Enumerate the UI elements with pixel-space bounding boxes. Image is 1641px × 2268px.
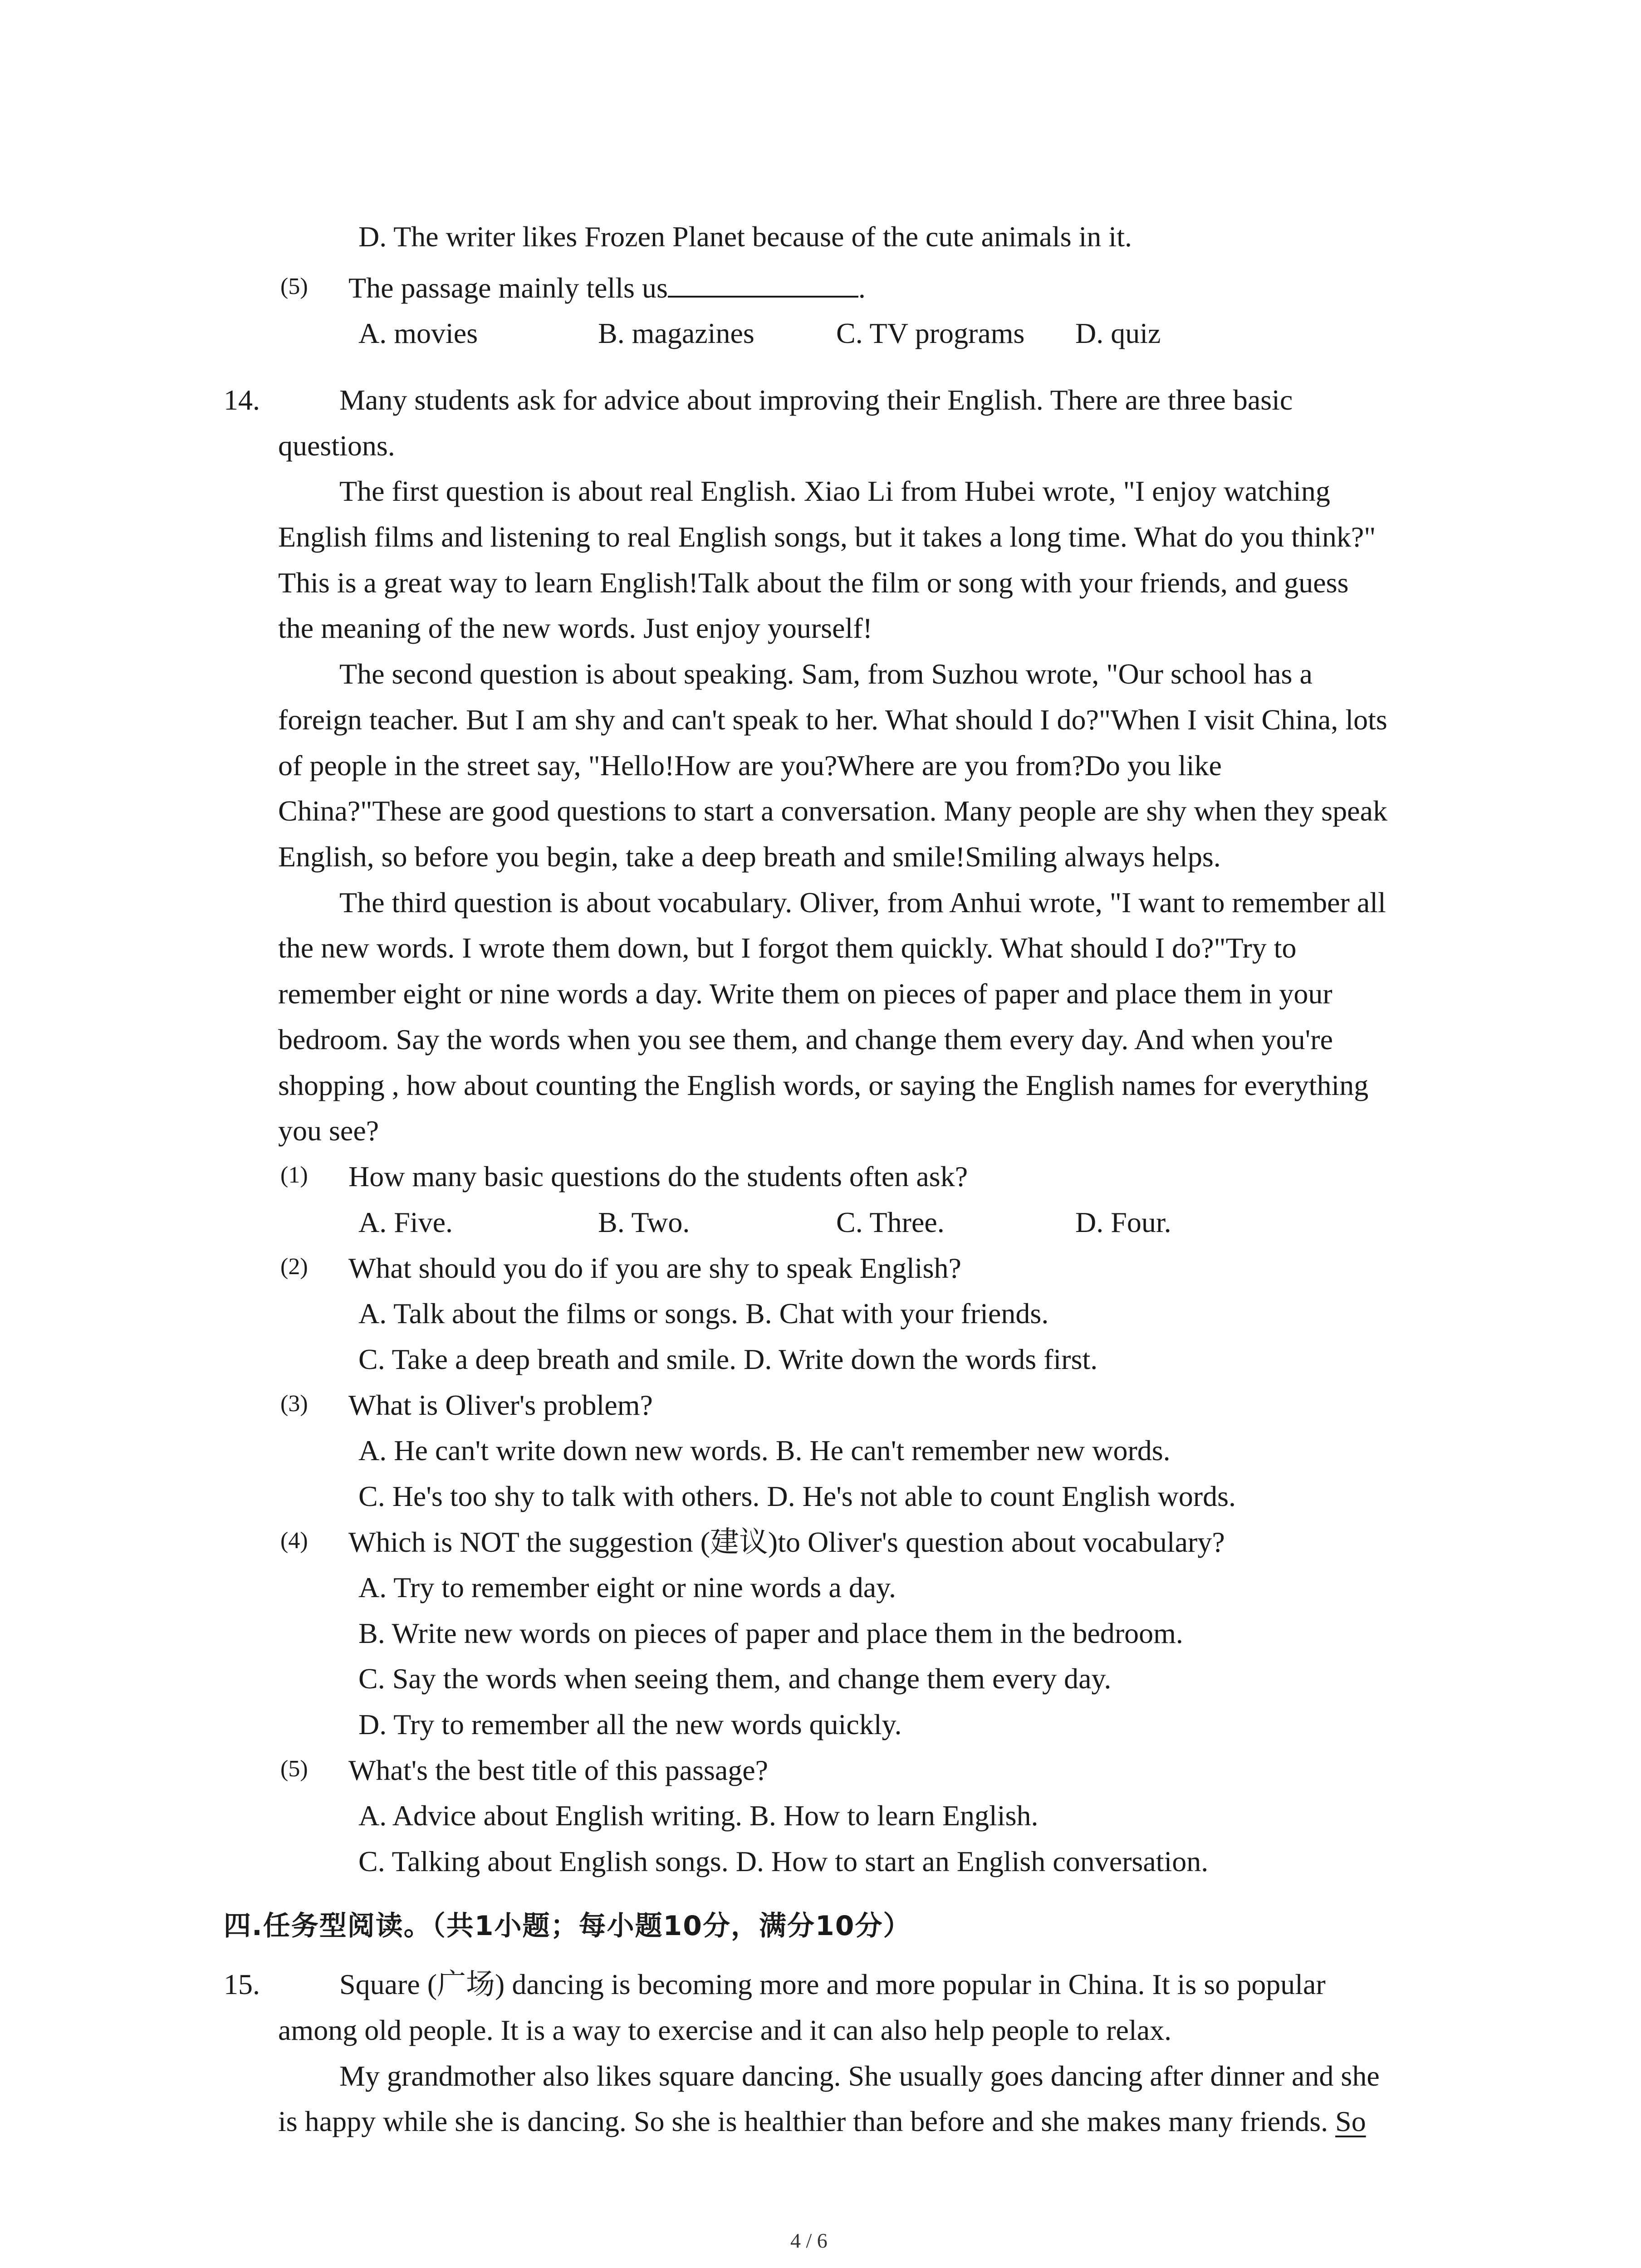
q14-5-options-line: C. Talking about English songs. D. How to start an English conversation. [358, 1845, 1209, 1877]
q14-passage-line: This is a great way to learn English!Talk about the film or song with your friends, and guess [278, 567, 1349, 599]
q14-passage-line: shopping , how about counting the English words, or saying the English names for everything [278, 1069, 1369, 1101]
q14-passage-line: foreign teacher. But I am shy and can't speak to her. What should I do?"When I visit China, lots [278, 704, 1387, 736]
section-heading: 四.任务型阅读。（共1小题；每小题10分，满分10分） [224, 1910, 911, 1942]
q14-3-number: (3) [280, 1391, 308, 1417]
q14-number: 14. [224, 384, 260, 416]
q14-passage-line: the new words. I wrote them down, but I forgot them quickly. What should I do?"Try to [278, 932, 1297, 964]
page-number: 4 / 6 [790, 2229, 828, 2252]
q13-option-d: D. The writer likes Frozen Planet because of the cute animals in it. [358, 220, 1132, 253]
q14-1-option-d: D. Four. [1075, 1206, 1171, 1238]
q14-4-option-b: B. Write new words on pieces of paper and place them in the bedroom. [358, 1617, 1183, 1649]
q14-passage-line: The second question is about speaking. Sam, from Suzhou wrote, "Our school has a [339, 658, 1313, 690]
q15-passage-line: My grandmother also likes square dancing. She usually goes dancing after dinner and she [339, 2060, 1380, 2092]
q14-3-options-line: A. He can't write down new words. B. He can't remember new words. [358, 1434, 1171, 1466]
q14-1-stem: How many basic questions do the students often ask? [348, 1160, 968, 1193]
q14-4-number: (4) [280, 1528, 308, 1554]
q14-3-stem: What is Oliver's problem? [348, 1389, 653, 1421]
q14-1-option-c: C. Three. [836, 1206, 945, 1238]
q15-number: 15. [224, 1968, 260, 2000]
q15-passage-line: among old people. It is a way to exercise and it can also help people to relax. [278, 2014, 1172, 2046]
q14-4-option-a: A. Try to remember eight or nine words a day. [358, 1571, 896, 1603]
q14-2-stem: What should you do if you are shy to speak English? [348, 1252, 961, 1284]
q14-4-option-c: C. Say the words when seeing them, and change them every day. [358, 1662, 1112, 1695]
q13-5-option-d: D. quiz [1075, 317, 1161, 349]
q14-passage-line: questions. [278, 430, 395, 462]
q13-5-stem [348, 265, 866, 311]
q14-1-number: (1) [280, 1162, 308, 1188]
q14-3-options-line: C. He's too shy to talk with others. D. He's not able to count English words. [358, 1480, 1236, 1512]
q15-passage-text: is happy while she is dancing. So she is healthier than before and she makes many friends. [278, 2105, 1328, 2137]
q14-passage-line: The third question is about vocabulary. Oliver, from Anhui wrote, "I want to remember all [339, 886, 1386, 919]
q14-passage-line: The first question is about real English. Xiao Li from Hubei wrote, "I enjoy watching [339, 475, 1330, 507]
q14-2-options-line: A. Talk about the films or songs. B. Chat with your friends. [358, 1297, 1049, 1330]
q14-5-options-line: A. Advice about English writing. B. How to learn English. [358, 1799, 1038, 1832]
q14-passage-line: China?"These are good questions to start a conversation. Many people are shy when they speak [278, 795, 1387, 827]
underlined-word: So [1335, 2105, 1366, 2137]
q14-5-stem: What's the best title of this passage? [348, 1754, 769, 1786]
q14-2-options-line: C. Take a deep breath and smile. D. Write down the words first. [358, 1343, 1098, 1375]
q13-5-option-c: C. TV programs [836, 317, 1025, 349]
q13-5-stem-end: . [858, 272, 866, 304]
q13-5-option-b: B. magazines [598, 317, 754, 349]
q14-passage-line: you see? [278, 1114, 379, 1147]
q14-passage-line: English, so before you begin, take a deep breath and smile!Smiling always helps. [278, 841, 1221, 873]
q14-passage-line: Many students ask for advice about improving their English. There are three basic [339, 384, 1293, 416]
q14-passage-line: bedroom. Say the words when you see them, and change them every day. And when you're [278, 1023, 1333, 1056]
q14-passage-line: remember eight or nine words a day. Write them on pieces of paper and place them in your [278, 978, 1332, 1010]
q14-2-number: (2) [280, 1254, 308, 1280]
q14-1-option-b: B. Two. [598, 1206, 690, 1238]
q14-4-option-d: D. Try to remember all the new words quickly. [358, 1708, 902, 1740]
q14-passage-line: of people in the street say, "Hello!How are you?Where are you from?Do you like [278, 749, 1222, 782]
q14-4-stem: Which is NOT the suggestion (建议)to Oliver's question about vocabulary? [348, 1526, 1225, 1558]
q15-passage-line: Square (广场) dancing is becoming more and more popular in China. It is so popular [339, 1968, 1326, 2000]
q15-passage-line [278, 2099, 1366, 2144]
q14-1-option-a: A. Five. [358, 1206, 453, 1238]
q13-5-number: (5) [280, 274, 308, 299]
answer-blank [668, 268, 858, 298]
q14-5-number: (5) [280, 1756, 308, 1782]
q13-5-option-a: A. movies [358, 317, 478, 349]
q14-passage-line: the meaning of the new words. Just enjoy yourself! [278, 612, 872, 644]
q13-5-stem-text: The passage mainly tells us [348, 272, 668, 304]
q14-passage-line: English films and listening to real English songs, but it takes a long time. What do you think?" [278, 521, 1376, 553]
